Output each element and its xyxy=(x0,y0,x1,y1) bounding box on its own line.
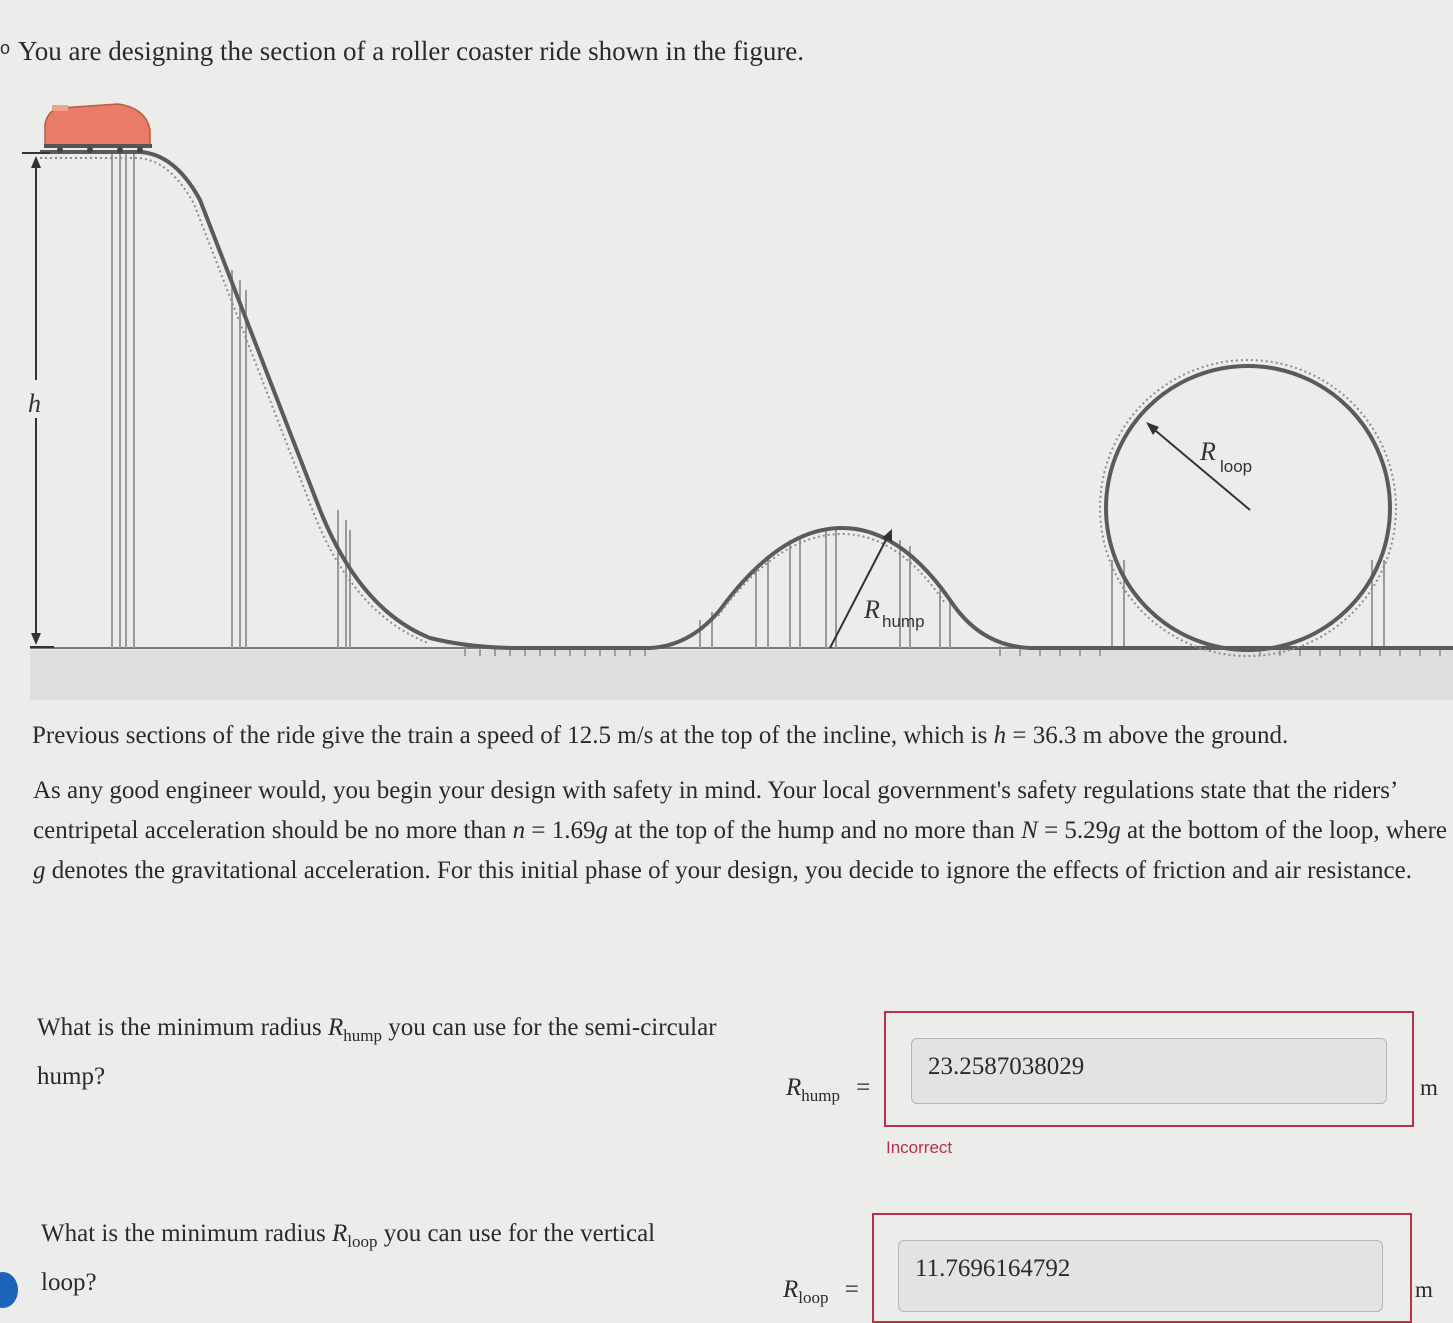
r-loop-equation-label: $R_{loop}$ = xyxy=(783,1276,859,1307)
roller-coaster-figure xyxy=(0,90,1453,710)
help-badge-icon[interactable] xyxy=(0,1272,18,1308)
unit-label: m xyxy=(1415,1277,1433,1302)
question-loop: What is the minimum radius $R_{loop}$ you can use for the vertical loop? xyxy=(41,1220,656,1296)
bullet-mark: o xyxy=(0,38,11,58)
question-hump: What is the minimum radius $R_{hump}$ you can use for the semi-circular hump? xyxy=(37,1014,717,1090)
intro-text: You are designing the section of a roller coaster ride shown in the figure. xyxy=(18,36,805,66)
ground-band xyxy=(30,650,1453,700)
r-hump-equation-label: $R_{hump}$ = xyxy=(786,1074,871,1105)
r-hump-label: R xyxy=(864,595,880,624)
coaster-track xyxy=(40,152,1453,648)
track-ties xyxy=(40,158,428,643)
r-loop-sub: loop xyxy=(1220,457,1253,476)
unit-label: m xyxy=(1420,1075,1438,1100)
speed-paragraph: Previous sections of the ride give the train a speed of 12.5 m/s at the top of the incline, which is h = 36.3 m above the ground. xyxy=(32,722,1289,749)
r-loop-label: R xyxy=(1200,437,1216,466)
r-loop-input[interactable]: 11.7696164792 xyxy=(898,1240,1383,1312)
coaster-car xyxy=(44,104,152,153)
r-hump-arrow xyxy=(830,536,888,648)
incorrect-feedback: Incorrect xyxy=(886,1138,953,1157)
h-label: h xyxy=(28,389,41,418)
arrow-up-icon xyxy=(31,156,41,168)
safety-paragraph: As any good engineer would, you begin your design with safety in mind. Your local government's safety regulations state that the riders’ centripetal acceleration should be no more than n = 1.69g at the top of the hump and no more than N = 5.29g at the bottom of the loop, where g denotes the gravitational acceleration. For this initial phase of your design, you decide to ignore the effects of friction and air resistance. xyxy=(33,777,1447,884)
r-hump-sub: hump xyxy=(882,612,925,631)
arrow-down-icon xyxy=(31,633,41,645)
r-hump-input[interactable]: 23.2587038029 xyxy=(911,1038,1387,1104)
